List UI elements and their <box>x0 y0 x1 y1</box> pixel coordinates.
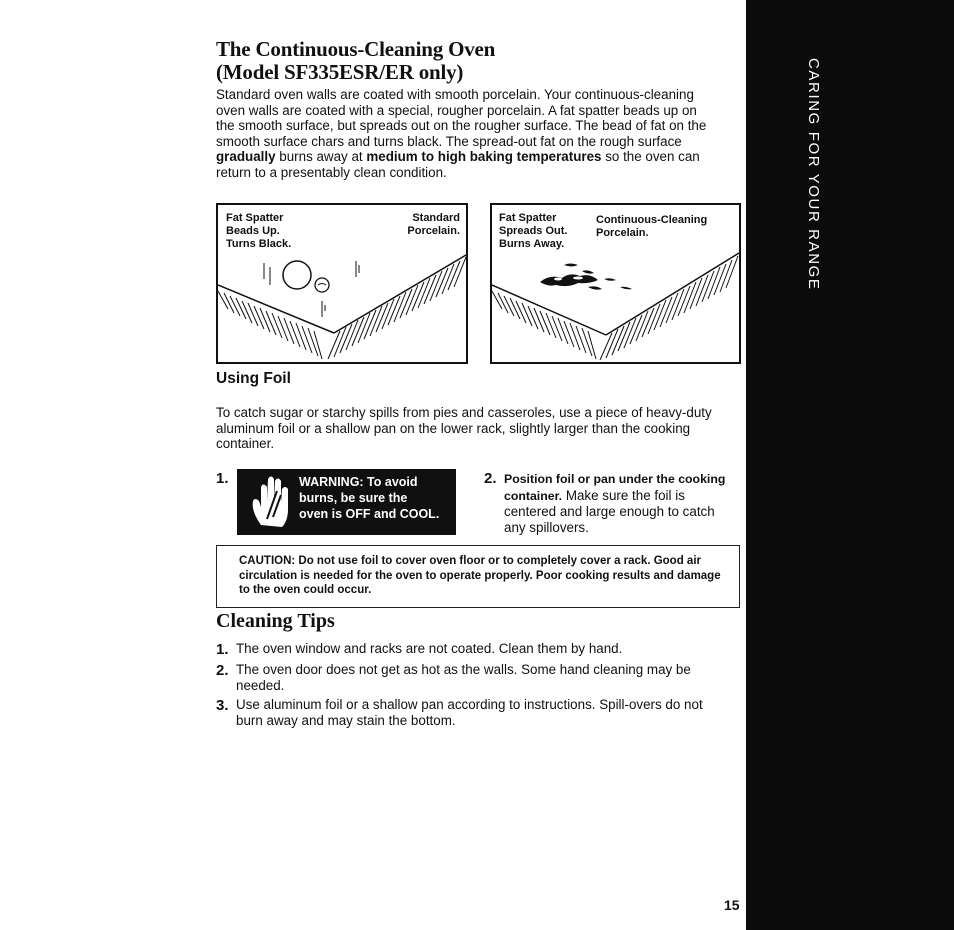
warning-line: burns, be sure the <box>299 491 408 505</box>
side-tab <box>746 0 954 930</box>
list-item <box>216 662 726 693</box>
intro-text-2: burns away at <box>275 149 367 165</box>
cleaning-tips-list <box>216 641 726 728</box>
label-line: Beads Up. <box>226 225 280 237</box>
page-title <box>216 38 736 84</box>
side-tab-label: CARING FOR YOUR RANGE <box>805 58 822 291</box>
intro-bold-1: gradually <box>216 149 276 165</box>
list-item <box>216 641 726 658</box>
label-line: Porcelain. <box>596 227 649 239</box>
label-line: Fat Spatter <box>499 212 557 224</box>
warning-line: WARNING: To avoid <box>299 475 418 489</box>
list-item-text: Use aluminum foil or a shallow pan according to instructions. Spill-overs do not burn away and may stain the bottom. <box>236 697 703 728</box>
hand-stop-icon <box>251 475 295 529</box>
intro-text-1: Standard oven walls are coated with smooth porcelain. Your continuous-cleaning oven walls are coated with a special, rougher porcelain. A fat spatter beads up on the smooth surface, but spreads out on the rougher surface. The bead of fat on the smooth surface chars and turns black. The spread-out fat on the rough surface <box>216 87 707 149</box>
label-line: Continuous-Cleaning <box>596 214 708 226</box>
list-item <box>216 697 726 728</box>
title-line-2: (Model SF335ESR/ER only) <box>216 60 464 84</box>
warning-line: oven is OFF and COOL. <box>299 507 440 521</box>
list-item-number: 3. <box>216 697 229 715</box>
warning-box <box>237 469 456 535</box>
step-1-number: 1. <box>216 470 229 487</box>
list-item-number: 2. <box>216 662 229 679</box>
label-line: Spreads Out. <box>499 225 568 237</box>
step-2-bold: Position foil or pan under the cooking container. <box>504 472 726 503</box>
step-2-number: 2. <box>484 470 497 487</box>
step-2-normal: Make sure the foil is centered and large enough to catch any spillovers. <box>504 487 715 535</box>
step-2-text <box>504 471 738 535</box>
intro-text-3: so the oven can return to a presentably clean condition. <box>216 149 700 180</box>
intro-paragraph <box>216 87 718 181</box>
intro-bold-2: medium to high baking temperatures <box>366 149 602 165</box>
label-line: Burns Away. <box>499 238 565 250</box>
label-line: Porcelain. <box>407 225 460 237</box>
list-item-text: The oven window and racks are not coated. Clean them by hand. <box>236 641 623 656</box>
list-item-number: 1. <box>216 641 229 658</box>
title-line-1: The Continuous-Cleaning Oven <box>216 37 496 61</box>
using-foil-paragraph: To catch sugar or starchy spills from pies and casseroles, use a piece of heavy-duty aluminum foil or a shallow pan on the lower rack, slightly larger than the cooking container. <box>216 405 712 452</box>
cleaning-tips-heading: Cleaning Tips <box>216 610 335 632</box>
caution-text: CAUTION: Do not use foil to cover oven floor or to completely cover a rack. Good air circulation is needed for the oven to operate properly. Poor cooking results and damage to the oven could occur. <box>239 555 721 596</box>
page-number: 15 <box>724 897 740 913</box>
figure-continuous-cleaning <box>490 203 741 364</box>
figure-standard-porcelain <box>216 203 468 364</box>
label-line: Fat Spatter <box>226 212 284 224</box>
label-line: Standard <box>412 212 460 224</box>
standard-surface-illustration <box>218 205 466 362</box>
caution-box <box>216 545 740 608</box>
continuous-surface-illustration <box>492 205 739 362</box>
using-foil-heading: Using Foil <box>216 370 291 387</box>
label-line: Turns Black. <box>226 238 292 250</box>
list-item-text: The oven door does not get as hot as the walls. Some hand cleaning may be needed. <box>236 662 691 693</box>
warning-text <box>299 474 453 522</box>
